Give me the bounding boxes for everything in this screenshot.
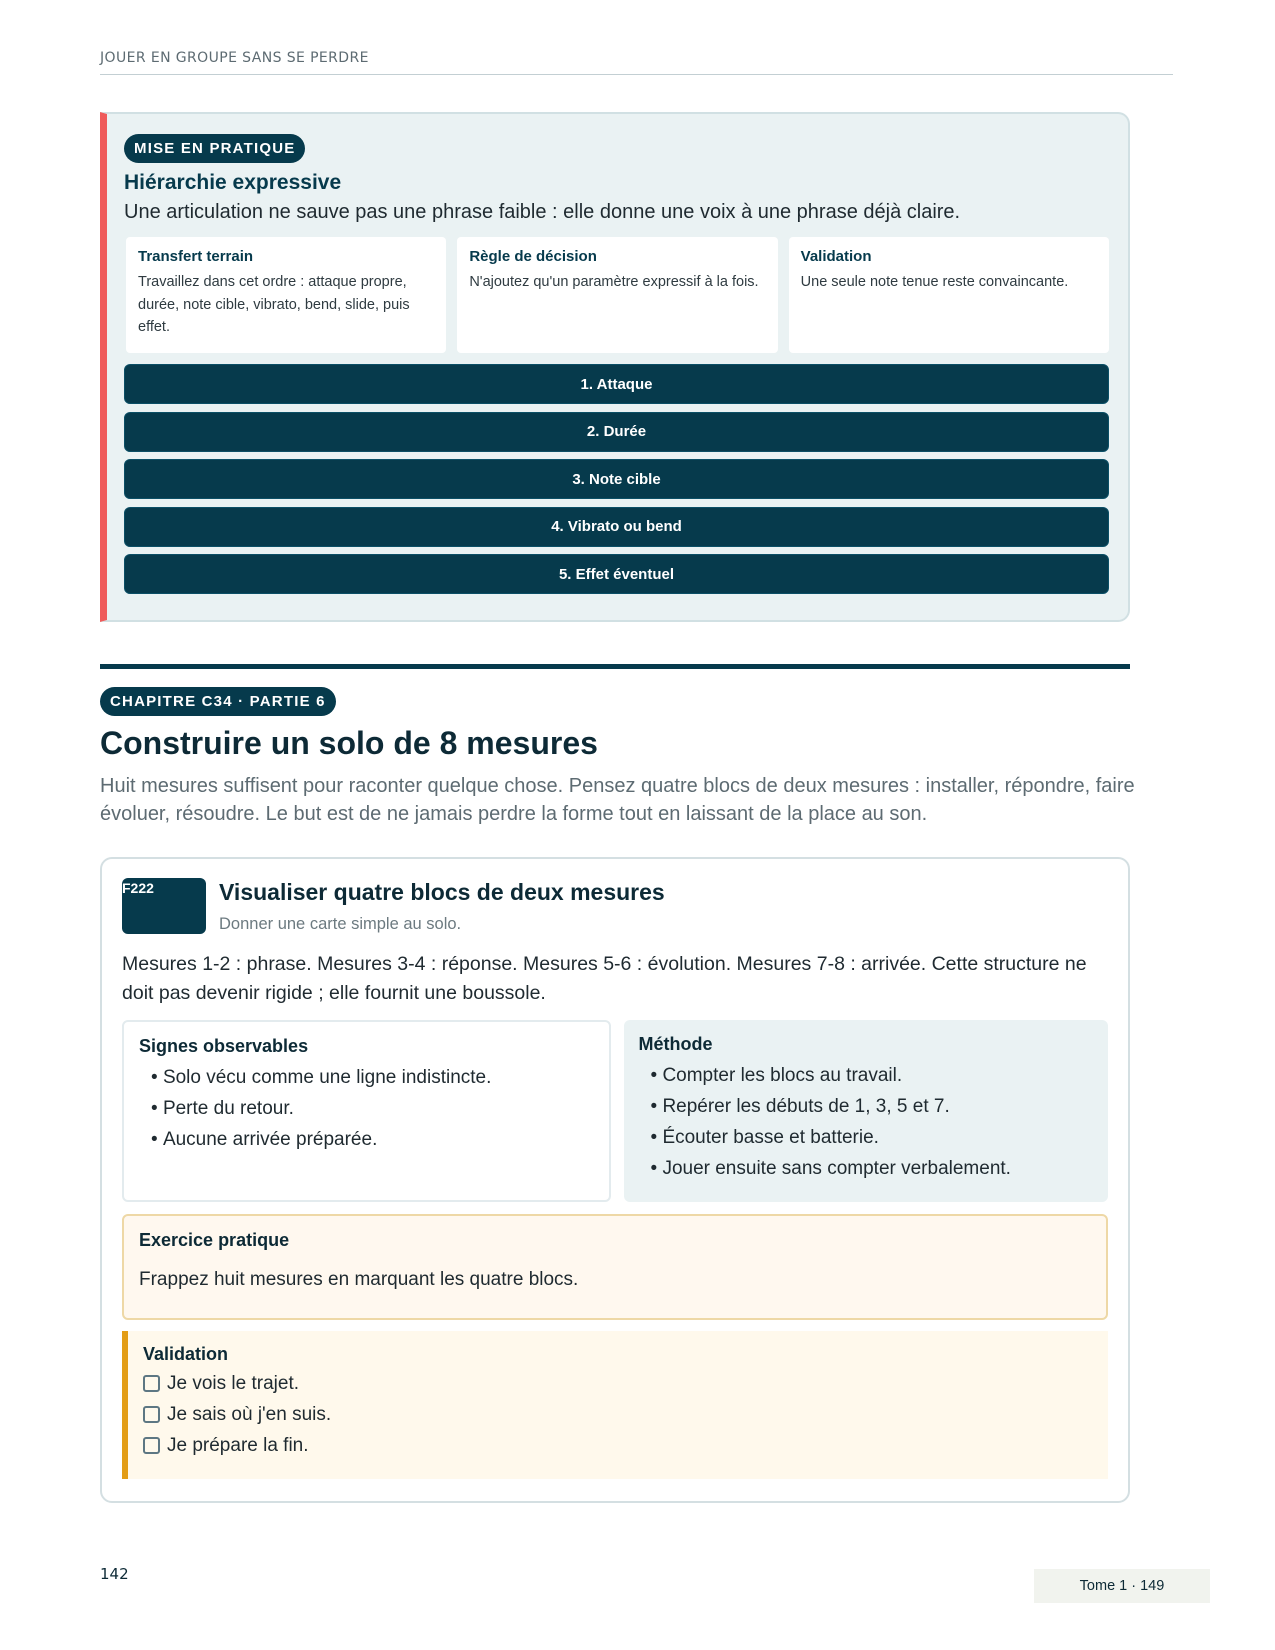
chapter-tag: CHAPITRE C34 · PARTIE 6 <box>100 687 336 716</box>
card-regle <box>457 237 777 353</box>
checkbox[interactable] <box>143 1406 160 1423</box>
page-number: 142 <box>100 1565 129 1583</box>
card-text: Une seule note tenue reste convaincante. <box>800 274 1069 290</box>
tome-label: Tome 1 · 149 <box>1034 1569 1210 1603</box>
list-item: • Solo vécu comme une ligne indistincte. <box>151 1062 594 1093</box>
signs-list <box>139 1062 594 1155</box>
step-attaque: 1. Attaque <box>124 364 1109 404</box>
signs-panel <box>122 1020 611 1202</box>
running-head: JOUER EN GROUPE SANS SE PERDRE <box>100 50 1173 75</box>
list-item: • Repérer les débuts de 1, 3, 5 et 7. <box>651 1091 1094 1122</box>
practice-box <box>100 112 1130 622</box>
practice-lead: Une articulation ne sauve pas une phrase faible : elle donne une voix à une phrase déjà claire. <box>124 201 961 223</box>
exercise-box <box>122 1214 1108 1320</box>
method-title: Méthode <box>638 1034 713 1054</box>
list-item: • Aucune arrivée préparée. <box>151 1124 594 1155</box>
chapter-title: Construire un solo de 8 mesures <box>100 725 598 761</box>
method-panel <box>624 1020 1109 1202</box>
practice-title: Hiérarchie expressive <box>124 171 342 194</box>
card-transfert <box>126 237 446 353</box>
validation-title: Validation <box>143 1344 229 1364</box>
list-item: • Compter les blocs au travail. <box>651 1060 1094 1091</box>
card-validation <box>789 237 1109 353</box>
card-text: Travaillez dans cet ordre : attaque propre, durée, note cible, vibrato, bend, slide, puis effet. <box>138 274 410 335</box>
method-list <box>639 1060 1094 1184</box>
figure-subtitle: Donner une carte simple au solo. <box>219 915 462 933</box>
chapter-intro: Huit mesures suffisent pour raconter quelque chose. Pensez quatre blocs de deux mesures : installer, répondre, faire évoluer, résoudre. Le but est de ne jamais perdre la forme tout en laissant de la place au son. <box>100 775 1135 825</box>
step-duree: 2. Durée <box>124 412 1109 452</box>
exercise-title: Exercice pratique <box>139 1230 290 1250</box>
figure-card <box>100 857 1130 1503</box>
checklist-label: Je vois le trajet. <box>167 1372 299 1394</box>
step-list <box>124 364 1109 602</box>
checklist-label: Je prépare la fin. <box>167 1434 309 1456</box>
chapter-divider <box>100 664 1130 669</box>
step-vibrato: 4. Vibrato ou bend <box>124 507 1109 547</box>
card-title: Validation <box>800 248 872 265</box>
figure-title: Visualiser quatre blocs de deux mesures <box>219 879 665 905</box>
list-item: • Écouter basse et batterie. <box>651 1122 1094 1153</box>
step-effet: 5. Effet éventuel <box>124 554 1109 594</box>
checklist-item[interactable] <box>143 1430 1093 1461</box>
validation-box <box>122 1331 1108 1479</box>
card-title: Règle de décision <box>469 248 597 265</box>
exercise-text: Frappez huit mesures en marquant les quatre blocs. <box>139 1269 579 1290</box>
checkbox[interactable] <box>143 1375 160 1392</box>
practice-tag: MISE EN PRATIQUE <box>124 134 305 163</box>
figure-badge: F222 <box>122 878 206 934</box>
list-item: • Jouer ensuite sans compter verbalement. <box>651 1153 1094 1184</box>
signs-title: Signes observables <box>139 1036 309 1056</box>
checkbox[interactable] <box>143 1437 160 1454</box>
figure-body: Mesures 1-2 : phrase. Mesures 3-4 : réponse. Mesures 5-6 : évolution. Mesures 7-8 : arrivée. Cette structure ne doit pas devenir rigide ; elle fournit une boussole. <box>122 953 1087 1004</box>
step-note-cible: 3. Note cible <box>124 459 1109 499</box>
card-title: Transfert terrain <box>138 248 254 265</box>
figure-panels <box>122 1020 1108 1202</box>
card-text: N'ajoutez qu'un paramètre expressif à la fois. <box>469 274 759 290</box>
checklist-item[interactable] <box>143 1368 1093 1399</box>
practice-cards <box>126 237 1109 353</box>
checklist-item[interactable] <box>143 1399 1093 1430</box>
checklist-label: Je sais où j'en suis. <box>167 1403 332 1425</box>
list-item: • Perte du retour. <box>151 1093 594 1124</box>
